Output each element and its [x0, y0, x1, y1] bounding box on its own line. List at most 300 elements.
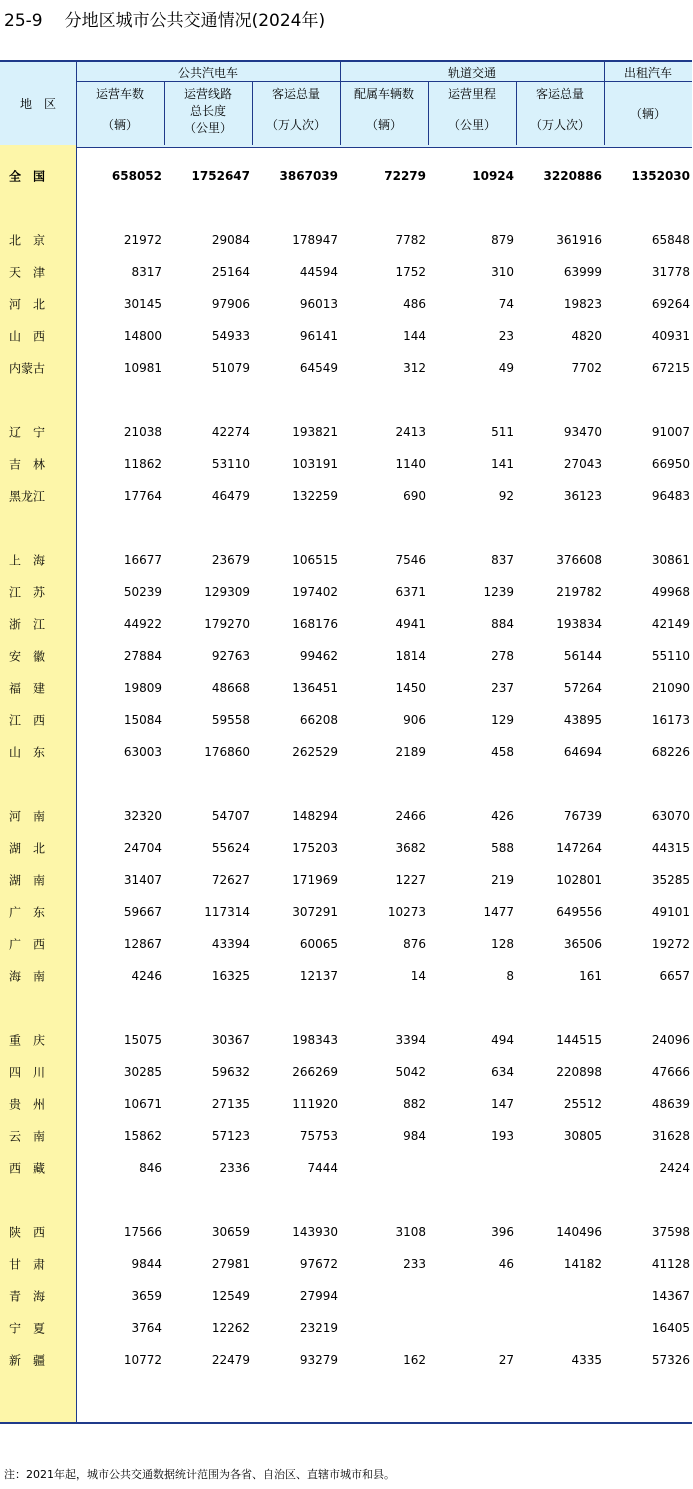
table-cell: 8	[506, 969, 514, 983]
table-cell: 23679	[211, 553, 250, 567]
table-title	[4, 6, 325, 31]
table-cell: 8317	[131, 265, 162, 279]
header-column-divider	[428, 81, 429, 145]
table-cell: 143930	[292, 1225, 338, 1239]
header-group-underline	[76, 81, 692, 82]
table-cell: 92	[498, 489, 514, 503]
table-row	[0, 352, 692, 384]
table-cell: 128	[491, 937, 514, 951]
table-cell: 17764	[123, 489, 162, 503]
region-name: 云 南	[9, 1129, 46, 1144]
table-cell: 9844	[131, 1257, 162, 1271]
table-cell: 197402	[292, 585, 338, 599]
table-cell: 29084	[211, 233, 250, 247]
table-cell: 3220886	[543, 169, 602, 183]
table-cell: 2466	[395, 809, 426, 823]
table-row	[0, 1152, 692, 1184]
table-row	[0, 800, 692, 832]
header-region: 地 区	[19, 97, 56, 111]
table-cell: 69264	[651, 297, 690, 311]
table-cell: 15075	[123, 1033, 162, 1047]
table-cell: 307291	[292, 905, 338, 919]
table-cell: 57123	[211, 1129, 250, 1143]
region-name: 四 川	[9, 1065, 46, 1080]
table-cell: 193821	[292, 425, 338, 439]
table-cell: 144	[403, 329, 426, 343]
table-header	[0, 60, 692, 148]
table-cell: 219782	[556, 585, 602, 599]
table-cell: 882	[403, 1097, 426, 1111]
table-cell: 27981	[211, 1257, 250, 1271]
table-cell: 50239	[123, 585, 162, 599]
table-cell: 129	[491, 713, 514, 727]
table-cell: 66950	[651, 457, 690, 471]
table-cell: 55624	[211, 841, 250, 855]
header-column-label: （辆）	[101, 118, 138, 132]
table-cell: 3659	[131, 1289, 162, 1303]
table-cell: 72627	[211, 873, 250, 887]
table-cell: 93279	[299, 1353, 338, 1367]
table-cell: 59632	[211, 1065, 250, 1079]
table-cell: 14182	[563, 1257, 602, 1271]
region-name: 广 西	[9, 937, 46, 952]
table-row	[0, 896, 692, 928]
table-cell: 1227	[395, 873, 426, 887]
region-name: 重 庆	[9, 1033, 46, 1048]
header-column-label: 运营线路	[183, 87, 232, 101]
region-name: 天 津	[9, 265, 46, 280]
table-cell: 5042	[395, 1065, 426, 1079]
table-cell: 140496	[556, 1225, 602, 1239]
table-row	[0, 448, 692, 480]
table-cell: 47666	[651, 1065, 690, 1079]
table-cell: 233	[403, 1257, 426, 1271]
header-column-label: （万人次）	[265, 118, 326, 132]
table-cell: 7546	[395, 553, 426, 567]
table-cell: 42274	[211, 425, 250, 439]
table-cell: 27994	[299, 1289, 338, 1303]
region-name: 湖 北	[9, 841, 46, 856]
table-cell: 91007	[651, 425, 690, 439]
table-cell: 162	[403, 1353, 426, 1367]
table-row	[0, 960, 692, 992]
region-name: 甘 肃	[9, 1257, 46, 1272]
table-cell: 43394	[211, 937, 250, 951]
header-group-taxi: 出租汽车	[623, 66, 672, 80]
table-cell: 97672	[299, 1257, 338, 1271]
table-cell: 117314	[204, 905, 250, 919]
table-cell: 36506	[563, 937, 602, 951]
table-row	[0, 416, 692, 448]
table-cell: 1239	[483, 585, 514, 599]
header-group-bus: 公共汽电车	[177, 66, 238, 80]
table-row	[0, 704, 692, 736]
table-cell: 376608	[556, 553, 602, 567]
table-cell: 64549	[299, 361, 338, 375]
table-cell: 56144	[563, 649, 602, 663]
table-cell: 10273	[387, 905, 426, 919]
table-cell: 44315	[651, 841, 690, 855]
table-cell: 7782	[395, 233, 426, 247]
table-cell: 10981	[123, 361, 162, 375]
header-column-label: （公里）	[183, 121, 232, 135]
table-cell: 37598	[651, 1225, 690, 1239]
table-cell: 634	[491, 1065, 514, 1079]
table-cell: 136451	[292, 681, 338, 695]
table-cell: 40931	[651, 329, 690, 343]
table-row	[0, 576, 692, 608]
table-cell: 16677	[123, 553, 162, 567]
table-row	[0, 1216, 692, 1248]
table-cell: 176860	[204, 745, 250, 759]
table-cell: 106515	[292, 553, 338, 567]
table-cell: 43895	[563, 713, 602, 727]
table-row	[0, 1280, 692, 1312]
region-name: 宁 夏	[9, 1321, 46, 1336]
table-cell: 17566	[123, 1225, 162, 1239]
table-row	[0, 832, 692, 864]
table-cell: 97906	[211, 297, 250, 311]
table-cell: 141	[491, 457, 514, 471]
table-row	[0, 224, 692, 256]
table-cell: 4941	[395, 617, 426, 631]
table-cell: 16325	[211, 969, 250, 983]
table-cell: 63003	[123, 745, 162, 759]
table-cell: 884	[491, 617, 514, 631]
table-cell: 6657	[659, 969, 690, 983]
region-name: 福 建	[9, 681, 46, 696]
region-name: 河 南	[9, 809, 46, 824]
table-cell: 35285	[651, 873, 690, 887]
table-row	[0, 864, 692, 896]
table-cell: 68226	[651, 745, 690, 759]
table-cell: 57264	[563, 681, 602, 695]
table-cell: 15862	[123, 1129, 162, 1143]
table-cell: 66208	[299, 713, 338, 727]
table-cell: 51079	[211, 361, 250, 375]
table-cell: 846	[139, 1161, 162, 1175]
table-cell: 175203	[292, 841, 338, 855]
table-cell: 59667	[123, 905, 162, 919]
header-column-label: 运营里程	[447, 87, 496, 101]
region-name: 黑龙江	[9, 489, 46, 504]
table-number: 25-9	[4, 11, 43, 31]
table-row	[0, 672, 692, 704]
table-row	[0, 480, 692, 512]
table-cell: 984	[403, 1129, 426, 1143]
region-name: 陕 西	[9, 1225, 46, 1240]
table-row	[0, 288, 692, 320]
table-cell: 3682	[395, 841, 426, 855]
table-cell: 99462	[299, 649, 338, 663]
header-column-divider	[164, 81, 165, 145]
table-cell: 876	[403, 937, 426, 951]
table-cell: 24704	[123, 841, 162, 855]
table-cell: 25512	[563, 1097, 602, 1111]
table-cell: 63999	[563, 265, 602, 279]
table-cell: 48639	[651, 1097, 690, 1111]
table-cell: 14	[410, 969, 426, 983]
table-cell: 3108	[395, 1225, 426, 1239]
table-cell: 96141	[299, 329, 338, 343]
table-cell: 30805	[563, 1129, 602, 1143]
table-cell: 24096	[651, 1033, 690, 1047]
table-cell: 44922	[123, 617, 162, 631]
table-cell: 262529	[292, 745, 338, 759]
table-row	[0, 928, 692, 960]
header-column-label: （公里）	[447, 118, 496, 132]
table-cell: 30285	[123, 1065, 162, 1079]
header-column-divider	[252, 81, 253, 145]
table-cell: 148294	[292, 809, 338, 823]
table-cell: 96013	[299, 297, 338, 311]
table-cell: 12137	[299, 969, 338, 983]
table-cell: 426	[491, 809, 514, 823]
region-name: 北 京	[9, 233, 46, 248]
header-column-label: （辆）	[629, 107, 666, 121]
region-name: 安 徽	[9, 649, 46, 664]
table-cell: 27043	[563, 457, 602, 471]
table-cell: 22479	[211, 1353, 250, 1367]
table-cell: 93470	[563, 425, 602, 439]
table-cell: 67215	[651, 361, 690, 375]
header-column-label: 总长度	[189, 104, 226, 118]
table-cell: 54933	[211, 329, 250, 343]
header-column-label: 配属车辆数	[353, 87, 414, 101]
table-cell: 11862	[123, 457, 162, 471]
table-cell: 60065	[299, 937, 338, 951]
table-cell: 111920	[292, 1097, 338, 1111]
table-row	[0, 1248, 692, 1280]
table-cell: 16173	[651, 713, 690, 727]
table-row	[0, 1056, 692, 1088]
header-column-label: 客运总量	[535, 87, 584, 101]
table-cell: 10772	[123, 1353, 162, 1367]
table-cell: 53110	[211, 457, 250, 471]
region-name: 全 国	[9, 169, 46, 184]
table-cell: 879	[491, 233, 514, 247]
table-cell: 132259	[292, 489, 338, 503]
table-cell: 102801	[556, 873, 602, 887]
table-cell: 1752647	[191, 169, 250, 183]
header-group-divider	[340, 60, 341, 145]
table-cell: 511	[491, 425, 514, 439]
table-cell: 46479	[211, 489, 250, 503]
table-cell: 30367	[211, 1033, 250, 1047]
table-row	[0, 256, 692, 288]
table-cell: 55110	[651, 649, 690, 663]
table-cell: 237	[491, 681, 514, 695]
table-cell: 49101	[651, 905, 690, 919]
table-cell: 147264	[556, 841, 602, 855]
table-cell: 4335	[571, 1353, 602, 1367]
table-cell: 21090	[651, 681, 690, 695]
table-footnote: 注：2021年起，城市公共交通数据统计范围为各省、自治区、直辖市城市和县。	[4, 1468, 395, 1481]
table-cell: 31407	[123, 873, 162, 887]
region-name: 浙 江	[9, 617, 46, 632]
table-cell: 220898	[556, 1065, 602, 1079]
table-cell: 168176	[292, 617, 338, 631]
table-row	[0, 608, 692, 640]
region-name: 辽 宁	[9, 425, 46, 440]
table-cell: 4820	[571, 329, 602, 343]
table-cell: 4246	[131, 969, 162, 983]
table-cell: 7702	[571, 361, 602, 375]
table-row	[0, 1344, 692, 1376]
table-cell: 14800	[123, 329, 162, 343]
table-cell: 72279	[384, 169, 426, 183]
table-cell: 27	[498, 1353, 514, 1367]
table-cell: 21038	[123, 425, 162, 439]
region-divider-line	[76, 60, 77, 1423]
table-cell: 65848	[651, 233, 690, 247]
table-cell: 161	[579, 969, 602, 983]
header-column-label: （辆）	[365, 118, 402, 132]
region-name: 江 西	[9, 713, 46, 728]
table-cell: 129309	[204, 585, 250, 599]
table-cell: 458	[491, 745, 514, 759]
region-name: 江 苏	[9, 585, 46, 600]
table-cell: 1814	[395, 649, 426, 663]
table-cell: 27135	[211, 1097, 250, 1111]
table-cell: 3867039	[279, 169, 338, 183]
table-cell: 649556	[556, 905, 602, 919]
table-cell: 2424	[659, 1161, 690, 1175]
table-cell: 219	[491, 873, 514, 887]
table-cell: 44594	[299, 265, 338, 279]
table-cell: 14367	[651, 1289, 690, 1303]
table-cell: 27884	[123, 649, 162, 663]
region-name: 湖 南	[9, 873, 46, 888]
table-cell: 96483	[651, 489, 690, 503]
region-name: 山 西	[9, 329, 46, 344]
table-cell: 486	[403, 297, 426, 311]
table-row	[0, 736, 692, 768]
table-cell: 41128	[651, 1257, 690, 1271]
table-cell: 198343	[292, 1033, 338, 1047]
region-name: 吉 林	[9, 457, 46, 472]
table-cell: 588	[491, 841, 514, 855]
table-row	[0, 640, 692, 672]
table-cell: 19809	[123, 681, 162, 695]
table-cell: 837	[491, 553, 514, 567]
table-row	[0, 544, 692, 576]
table-cell: 32320	[123, 809, 162, 823]
table-cell: 12867	[123, 937, 162, 951]
table-cell: 30659	[211, 1225, 250, 1239]
table-cell: 57326	[651, 1353, 690, 1367]
table-cell: 266269	[292, 1065, 338, 1079]
table-cell: 1450	[395, 681, 426, 695]
table-cell: 10671	[123, 1097, 162, 1111]
table-cell: 193834	[556, 617, 602, 631]
table-row	[0, 1088, 692, 1120]
table-cell: 2189	[395, 745, 426, 759]
table-cell: 59558	[211, 713, 250, 727]
table-cell: 30145	[123, 297, 162, 311]
table-row	[0, 320, 692, 352]
region-name: 上 海	[9, 553, 46, 568]
table-cell: 49968	[651, 585, 690, 599]
region-name: 山 东	[9, 745, 46, 760]
header-group-rail: 轨道交通	[447, 66, 496, 80]
table-cell: 49	[498, 361, 514, 375]
table-cell: 312	[403, 361, 426, 375]
region-name: 西 藏	[9, 1161, 46, 1176]
table-cell: 19823	[563, 297, 602, 311]
table-cell: 658052	[111, 169, 162, 183]
table-cell: 16405	[651, 1321, 690, 1335]
table-cell: 1352030	[631, 169, 690, 183]
header-column-divider	[516, 81, 517, 145]
header-group-divider	[604, 60, 605, 145]
table-cell: 10924	[472, 169, 514, 183]
table-cell: 178947	[292, 233, 338, 247]
table-cell: 906	[403, 713, 426, 727]
table-cell: 690	[403, 489, 426, 503]
table-cell: 63070	[651, 809, 690, 823]
region-name: 广 东	[9, 905, 46, 920]
table-cell: 3764	[131, 1321, 162, 1335]
table-cell: 310	[491, 265, 514, 279]
table-cell: 193	[491, 1129, 514, 1143]
table-cell: 21972	[123, 233, 162, 247]
table-cell: 179270	[204, 617, 250, 631]
table-cell: 19272	[651, 937, 690, 951]
table-cell: 2413	[395, 425, 426, 439]
table-cell: 1140	[395, 457, 426, 471]
table-cell: 31628	[651, 1129, 690, 1143]
table-cell: 48668	[211, 681, 250, 695]
table-cell: 2336	[219, 1161, 250, 1175]
table-row	[0, 1120, 692, 1152]
table-cell: 15084	[123, 713, 162, 727]
table-row	[0, 1312, 692, 1344]
table-cell: 103191	[292, 457, 338, 471]
header-column-label: （万人次）	[529, 118, 590, 132]
region-name: 内蒙古	[9, 361, 46, 376]
header-column-label: 客运总量	[271, 87, 320, 101]
table-cell: 1477	[483, 905, 514, 919]
table-cell: 361916	[556, 233, 602, 247]
table-row	[0, 1024, 692, 1056]
table-cell: 171969	[292, 873, 338, 887]
table-cell: 42149	[651, 617, 690, 631]
table-cell: 12549	[211, 1289, 250, 1303]
header-column-label: 运营车数	[95, 87, 144, 101]
table-cell: 75753	[299, 1129, 338, 1143]
table-cell: 74	[498, 297, 514, 311]
region-name: 海 南	[9, 969, 46, 984]
table-cell: 31778	[651, 265, 690, 279]
table-cell: 396	[491, 1225, 514, 1239]
table-bottom-rule	[0, 1422, 692, 1424]
table-cell: 147	[491, 1097, 514, 1111]
table-cell: 494	[491, 1033, 514, 1047]
table-cell: 144515	[556, 1033, 602, 1047]
table-cell: 30861	[651, 553, 690, 567]
table-cell: 54707	[211, 809, 250, 823]
region-name: 青 海	[9, 1289, 46, 1304]
table-cell: 23	[498, 329, 514, 343]
table-cell: 46	[498, 1257, 514, 1271]
table-title-text: 分地区城市公共交通情况(2024年)	[64, 11, 326, 31]
table-cell: 23219	[299, 1321, 338, 1335]
table-cell: 92763	[211, 649, 250, 663]
table-cell: 64694	[563, 745, 602, 759]
table-row-total	[0, 160, 692, 192]
table-cell: 12262	[211, 1321, 250, 1335]
